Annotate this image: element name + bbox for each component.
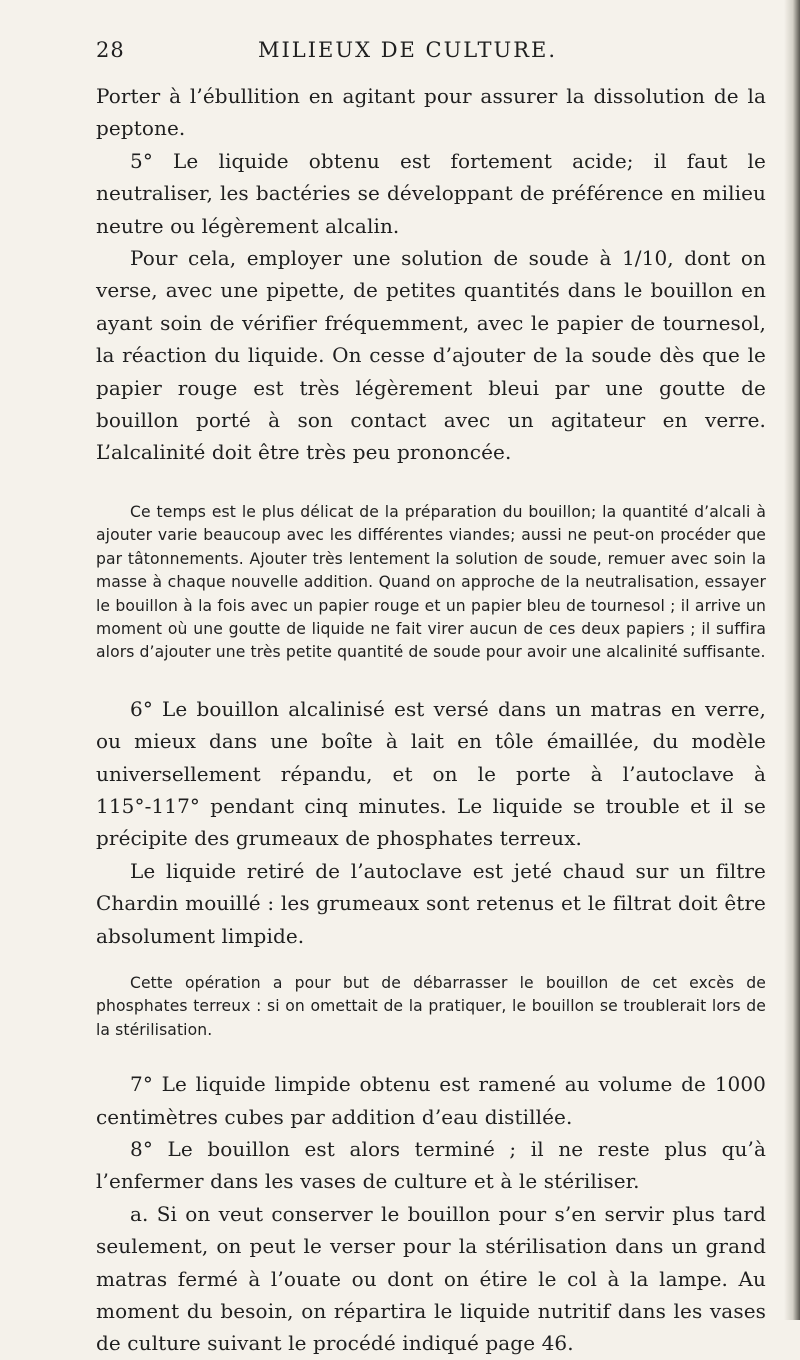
page-header <box>96 30 776 66</box>
paragraph-filtre: Le liquide retiré de l’autoclave est jeté chaud sur un filtre Chardin mouillé : les grumeaux sont retenus et le filtrat doit être absolument limpide. <box>96 858 766 948</box>
note-neutralisation: Ce temps est le plus délicat de la préparation du bouillon; la quantité d’alcali à ajouter varie beaucoup avec les différentes viandes; aussi ne peut-on procéder que par tâtonnements. Ajouter très lentement la solution de soude, remuer avec soin la masse à chaque nouvelle addition. Quand on approche de la neutralisation, essayer le bouillon à la fois avec un papier rouge et un papier bleu de tournesol ; il arrive un moment où une goutte de liquide ne fait virer aucun de ces deux papiers ; il suffira alors d’ajouter une très petite quantité de soude pour avoir une alcalinité suffisante. <box>96 502 766 662</box>
paragraph-step-7: 7° Le liquide limpide obtenu est ramené au volume de 1000 centimètres cubes par addition d’eau distillée. <box>96 1072 766 1129</box>
paragraph-step-5: 5° Le liquide obtenu est fortement acide; il faut le neutraliser, les bactéries se développant de préférence en milieu neutre ou légèrement alcalin. <box>96 148 766 238</box>
page-edge-shadow <box>784 0 800 1320</box>
paragraph-soude: Pour cela, employer une solution de soude à 1/10, dont on verse, avec une pipette, de petites quantités dans le bouillon en ayant soin de vérifier fréquemment, avec le papier de tournesol, la réaction du liquide. On cesse d’ajouter de la soude dès que le papier rouge est très légèrement bleui par une goutte de bouillon porté à son contact avec un agitateur en verre. L’alcalinité doit être très peu prononcée. <box>96 246 766 465</box>
body-text <box>96 80 766 1360</box>
running-title: MILIEUX DE CULTURE. <box>258 38 558 62</box>
paragraph-step-6: 6° Le bouillon alcalinisé est versé dans un matras en verre, ou mieux dans une boîte à lait en tôle émaillée, du modèle universellement répandu, et on le porte à l’autoclave à 115°-117° pendant cinq minutes. Le liquide se trouble et il se précipite des grumeaux de phosphates terreux. <box>96 696 766 851</box>
paragraph-step-8: 8° Le bouillon est alors terminé ; il ne reste plus qu’à l’enfermer dans les vases de culture et à le stériliser. <box>96 1137 766 1194</box>
paragraph-step-8a: a. Si on veut conserver le bouillon pour s’en servir plus tard seulement, on peut le verser pour la stérilisation dans un grand matras fermé à l’ouate ou dont on étire le col à la lampe. Au moment du besoin, on répartira le liquide nutritif dans les vases de culture suivant le procédé indiqué page 46. <box>96 1201 766 1356</box>
note-phosphates: Cette opération a pour but de débarrasser le bouillon de cet excès de phosphates terreux : si on omettait de la pratiquer, le bouillon se troublerait lors de la stérilisation. <box>96 973 766 1039</box>
paragraph-ebullition: Porter à l’ébullition en agitant pour assurer la dissolution de la peptone. <box>96 84 766 141</box>
page-number: 28 <box>96 38 125 62</box>
